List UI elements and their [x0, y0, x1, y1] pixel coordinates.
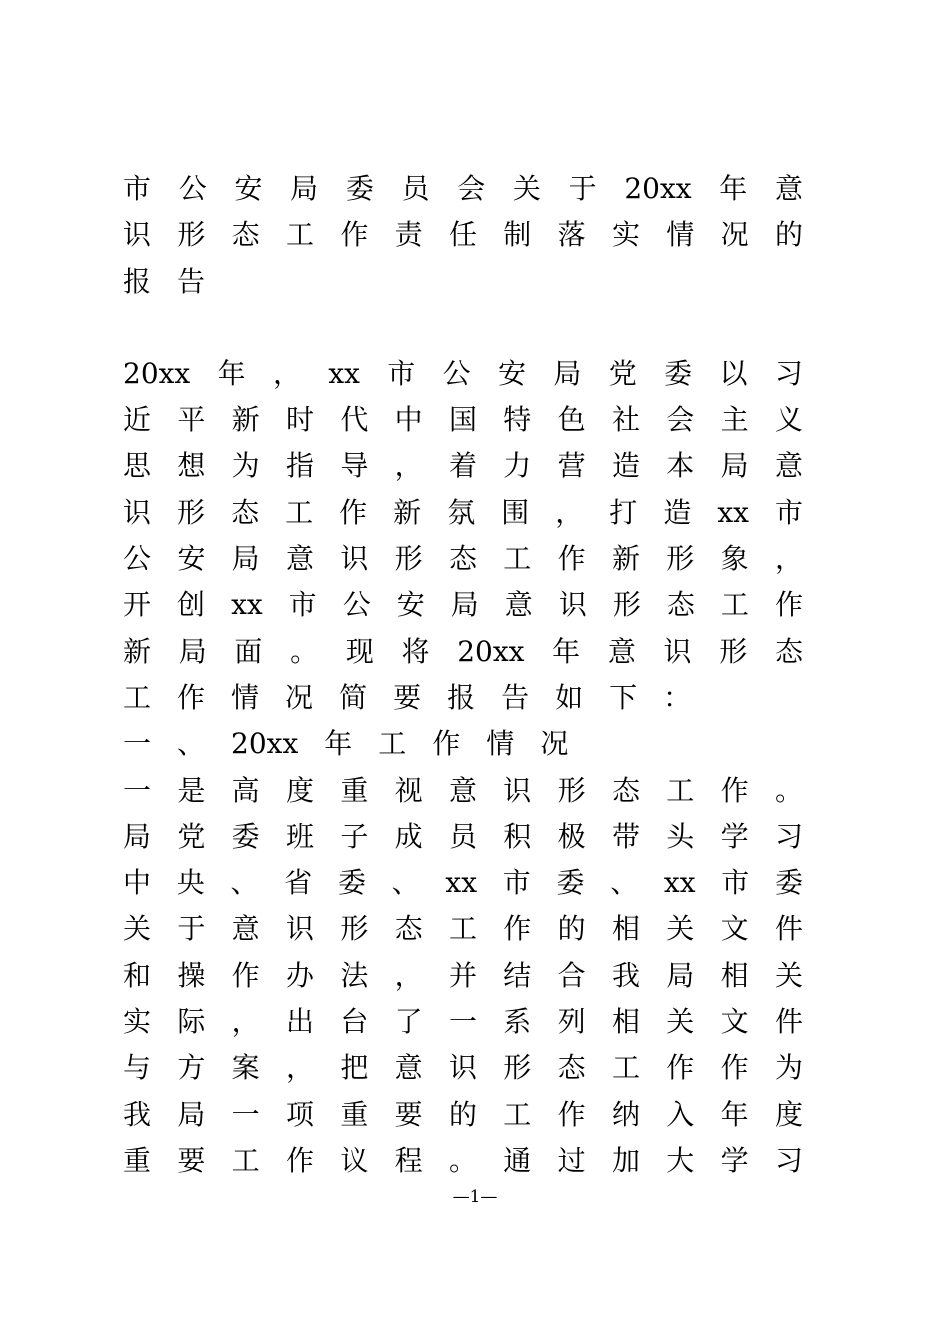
body-line: 开 创 xx 市 公 安 局 意 识 形 态 工 作 — [123, 588, 803, 622]
body-line: 思 想 为 指 导 ， 着 力 营 造 本 局 意 — [123, 449, 803, 483]
body-line: 中 央 、 省 委 、 xx 市 委 、 xx 市 委 — [123, 866, 803, 900]
title-line: 市 公 安 局 委 员 会 关 于 20xx 年 意 — [123, 172, 803, 205]
body-line: 与 方 案 ， 把 意 识 形 态 工 作 作 为 — [123, 1051, 803, 1085]
body-line: 我 局 一 项 重 要 的 工 作 纳 入 年 度 — [123, 1097, 803, 1131]
body-line: 识 形 态 工 作 新 氛 围 ， 打 造 xx 市 — [123, 495, 803, 529]
body-line: 重 要 工 作 议 程 。 通 过 加 大 学 习 — [123, 1143, 803, 1177]
document-body — [123, 166, 803, 1184]
report-title — [123, 166, 803, 305]
body-line: 和 操 作 办 法 ， 并 结 合 我 局 相 关 — [123, 958, 803, 992]
body-line: 20xx 年 ， xx 市 公 安 局 党 委 以 习 — [123, 356, 803, 390]
body-line: 工 作 情 况 简 要 报 告 如 下 ： — [123, 680, 692, 714]
body-line: 一 是 高 度 重 视 意 识 形 态 工 作 。 — [123, 773, 803, 807]
title-line: 报 告 — [123, 264, 206, 298]
body-line: 公 安 局 意 识 形 态 工 作 新 形 象 ， — [123, 542, 803, 576]
body-line: 近 平 新 时 代 中 国 特 色 社 会 主 义 — [123, 403, 803, 437]
body-line: 关 于 意 识 形 态 工 作 的 相 关 文 件 — [123, 912, 803, 946]
body-line: 局 党 委 班 子 成 员 积 极 带 头 学 习 — [123, 819, 803, 853]
body-line: 新 局 面 。 现 将 20xx 年 意 识 形 态 — [123, 634, 803, 668]
body-line: 一 、 20xx 年 工 作 情 况 — [123, 727, 569, 761]
report-text — [123, 351, 803, 1184]
body-line: 实 际 ， 出 台 了 一 系 列 相 关 文 件 — [123, 1005, 803, 1039]
page-number: —1— — [452, 1187, 498, 1207]
title-spacer — [123, 305, 803, 351]
title-line: 识 形 态 工 作 责 任 制 落 实 情 况 的 — [123, 218, 803, 252]
